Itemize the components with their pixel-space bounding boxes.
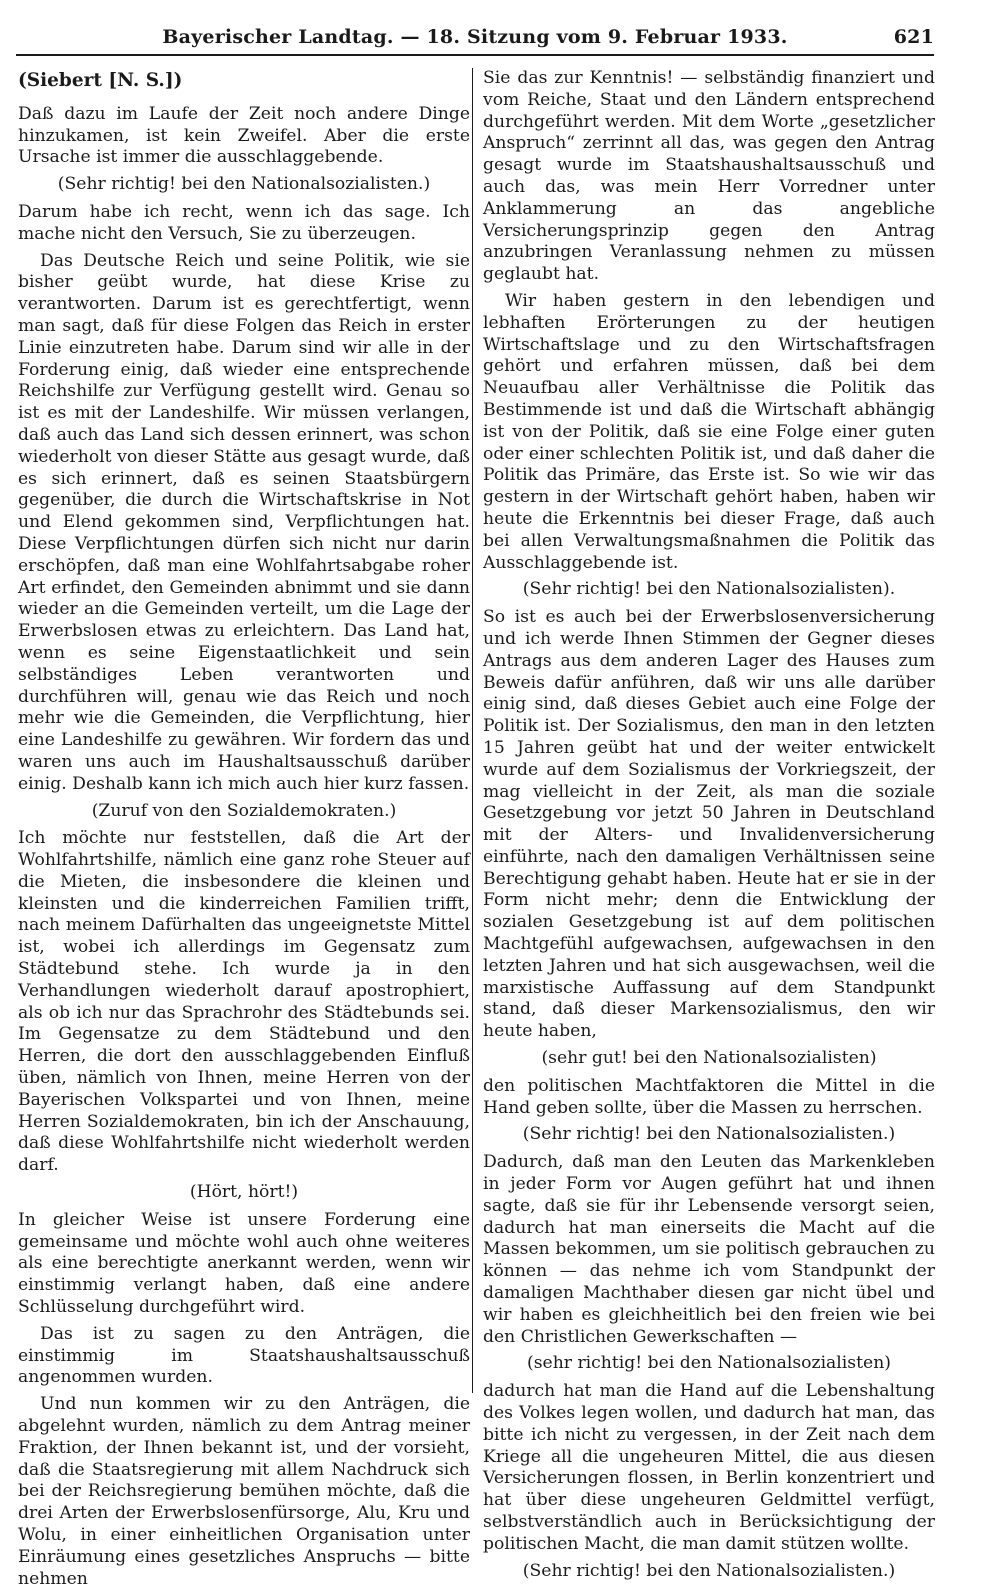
- header-rule: [16, 54, 934, 56]
- paragraph: Das ist zu sagen zu den Anträgen, die einstimmig im Staatshaushaltsausschuß angenommen wurden.: [18, 1323, 470, 1388]
- interjection: (Zuruf von den Sozialdemokraten.): [91, 800, 397, 821]
- running-title: Bayerischer Landtag. — 18. Sitzung vom 9. Februar 1933.: [162, 26, 788, 48]
- interjection: (sehr richtig! bei den Nationalsozialisten): [527, 1353, 891, 1374]
- column-divider: [472, 68, 473, 1393]
- interjection: (Sehr richtig! bei den Nationalsozialisten.): [57, 174, 431, 195]
- interjection: (Sehr richtig! bei den Nationalsozialisten).: [522, 579, 896, 600]
- paragraph: Wir haben gestern in den lebendigen und lebhaften Erörterungen zu der heutigen Wirtschaftslage und zu den Wirtschaftsfragen gehört und erfahren müssen, daß bei dem Neuaufbau aller Verhältnisse die Politik das Bestimmende ist und daß die Wirtschaft abhängig ist von der Politik, daß sie eine Folge einer guten oder einer schlechten Politik ist, und daß daher die Politik das Primäre, das Erste ist. So wie wir das gestern in der Wirtschaft gehört haben, haben wir heute die Erkenntnis bei dieser Frage, daß auch bei allen Verwaltungsmaßnahmen die Politik das Ausschlaggebende ist.: [483, 290, 935, 573]
- paragraph: dadurch hat man die Hand auf die Lebenshaltung des Volkes legen wollen, und dadurch hat man, das bitte ich nicht zu vergessen, in der Zeit nach dem Kriege all die ungeheuren Mittel, die aus diesen Versicherungen flossen, in Berlin konzentriert und hat über diese ungeheuren Geldmittel verfügt, selbstverständlich auch in Berücksichtigung der politischen Macht, die man damit stützen wollte.: [483, 1381, 935, 1554]
- paragraph: In gleicher Weise ist unsere Forderung eine gemeinsame und möchte wohl auch ohne weiteres als eine berechtigte anerkannt werden, wenn wir einstimmig verlangt haben, daß eine andere Schlüsselung durchgeführt wird.: [18, 1209, 470, 1318]
- paragraph: Daß dazu im Laufe der Zeit noch andere Dinge hinzukamen, ist kein Zweifel. Aber die erste Ursache ist immer die ausschlaggebende.: [18, 103, 470, 168]
- right-column: [483, 68, 935, 1581]
- paragraph: Ich möchte nur feststellen, daß die Art der Wohlfahrtshilfe, nämlich eine ganz rohe Steuer auf die Mieten, die insbesondere die kleinen und kleinsten und die kinderreichen Familien trifft, nach meinem Dafürhalten das ungeeignetste Mittel ist, wobei ich allerdings im Gegensatz zum Städtebund stehe. Ich wurde ja in den Verhandlungen wiederholt darauf apostrophiert, als ob ich nur das Sprachrohr des Städtebunds sei. Im Gegensatze zu dem Städtebund und den Herren, die dort den ausschlaggebenden Einfluß üben, nämlich von Ihnen, meine Herren von der Bayerischen Volkspartei und von Ihnen, meine Herren Sozialdemokraten, bin ich der Anschauung, daß diese Wohlfahrtshilfe nicht wiederholt werden darf.: [18, 828, 470, 1176]
- paragraph: Darum habe ich recht, wenn ich das sage. Ich mache nicht den Versuch, Sie zu überzeugen.: [18, 201, 470, 244]
- paragraph: So ist es auch bei der Erwerbslosenversicherung und ich werde Ihnen Stimmen der Gegner dieses Antrags aus dem anderen Lager des Hauses zum Beweis dafür anführen, daß wir uns alle darüber einig sind, daß dieses Gebiet auch eine Folge der Politik ist. Der Sozialismus, den man in den letzten 15 Jahren geübt hat und der weiter entwickelt wurde auf dem Sozialismus der Vorkriegszeit, der mag vielleicht in der Zeit, als man die soziale Gesetzgebung vor jetzt 50 Jahren in Deutschland mit der Alters- und Invalidenversicherung einführte, nach den damaligen Verhältnissen seine Berechtigung gehabt haben. Heute hat er sie in der Form nicht mehr; denn die Entwicklung der sozialen Gesetzgebung ist auf dem politischen Machtgefühl aufgewachsen, aufgewachsen in den letzten Jahren und hat sich ausgewachsen, weil die marxistische Auffassung auf dem Standpunkt stand, daß dieser Markensozialismus, den wir heute haben,: [483, 607, 935, 1042]
- paragraph: den politischen Machtfaktoren die Mittel in die Hand geben sollte, über die Massen zu herrschen.: [483, 1075, 935, 1118]
- page-number: 621: [893, 26, 934, 48]
- interjection: (Sehr richtig! bei den Nationalsozialisten.): [522, 1124, 896, 1145]
- interjection: (sehr gut! bei den Nationalsozialisten): [541, 1048, 877, 1069]
- left-column: [18, 68, 470, 1589]
- paragraph: Und nun kommen wir zu den Anträgen, die abgelehnt wurden, nämlich zu dem Antrag meiner Fraktion, der Ihnen bekannt ist, und der vorsieht, daß die Staatsregierung mit allem Nachdruck sich bei der Reichsregierung bemühen möchte, daß die drei Arten der Erwerbslosenfürsorge, Alu, Kru und Wolu, in einer einheitlichen Organisation unter Einräumung eines gesetzliches Anspruchs — bitte nehmen: [18, 1394, 470, 1589]
- page-header: [16, 26, 934, 52]
- paragraph: Das Deutsche Reich und seine Politik, wie sie bisher geübt wurde, hat diese Krise zu verantworten. Darum ist es gerechtfertigt, wenn man sagt, daß für diese Folgen das Reich in erster Linie einzutreten habe. Darum sind wir alle in der Forderung einig, daß wieder eine entsprechende Reichshilfe zur Verfügung gestellt wird. Genau so ist es mit der Landeshilfe. Wir müssen verlangen, daß auch das Land sich dessen erinnert, was schon wiederholt von dieser Stätte aus gesagt wurde, daß es sich erinnert, daß es seinen Staatsbürgern gegenüber, die durch die Wirtschaftskrise in Not und Elend gekommen sind, Verpflichtungen hat. Diese Verpflichtungen dürfen sich nicht nur darin erschöpfen, daß man eine Wohlfahrtsabgabe roher Art erfindet, den Gemeinden abnimmt und sie dann wieder an die Gemeinden verteilt, um die Lage der Erwerbslosen etwas zu erleichtern. Das Land hat, wenn es seine Eigenstaatlichkeit und sein selbständiges Leben verantworten und durchführen will, genau wie das Reich und noch mehr wie die Gemeinden, die Verpflichtung, hier eine Landeshilfe zu gewähren. Wir fordern das und waren uns auch im Haushaltsausschuß darüber einig. Deshalb kann ich mich auch hier kurz fassen.: [18, 250, 470, 794]
- interjection: (Sehr richtig! bei den Nationalsozialisten.): [522, 1560, 896, 1581]
- paragraph: Dadurch, daß man den Leuten das Markenkleben in jeder Form vor Augen geführt hat und ihnen sagte, daß sie für ihr Lebensende versorgt seien, dadurch hat man einerseits die Macht auf die Massen bekommen, um sie politisch gebrauchen zu können — das nehme ich vom Standpunkt der damaligen Machthaber diesen gar nicht übel und wir haben es gleichheitlich bei den freien wie bei den Christlichen Gewerkschaften —: [483, 1152, 935, 1347]
- paragraph: Sie das zur Kenntnis! — selbständig finanziert und vom Reiche, Staat und den Ländern entsprechend durchgeführt werden. Mit dem Worte „gesetzlicher Anspruch“ zerrinnt all das, was gegen den Antrag gesagt wurde im Staatshaushaltsausschuß und auch das, was mein Herr Vorredner unter Anklammerung an das angebliche Versicherungsprinzip gegen den Antrag anzubringen Veranlassung nehmen zu müssen geglaubt hat.: [483, 68, 935, 285]
- interjection: (Hört, hört!): [189, 1182, 299, 1203]
- speaker-label: (Siebert [N. S.]): [18, 70, 183, 91]
